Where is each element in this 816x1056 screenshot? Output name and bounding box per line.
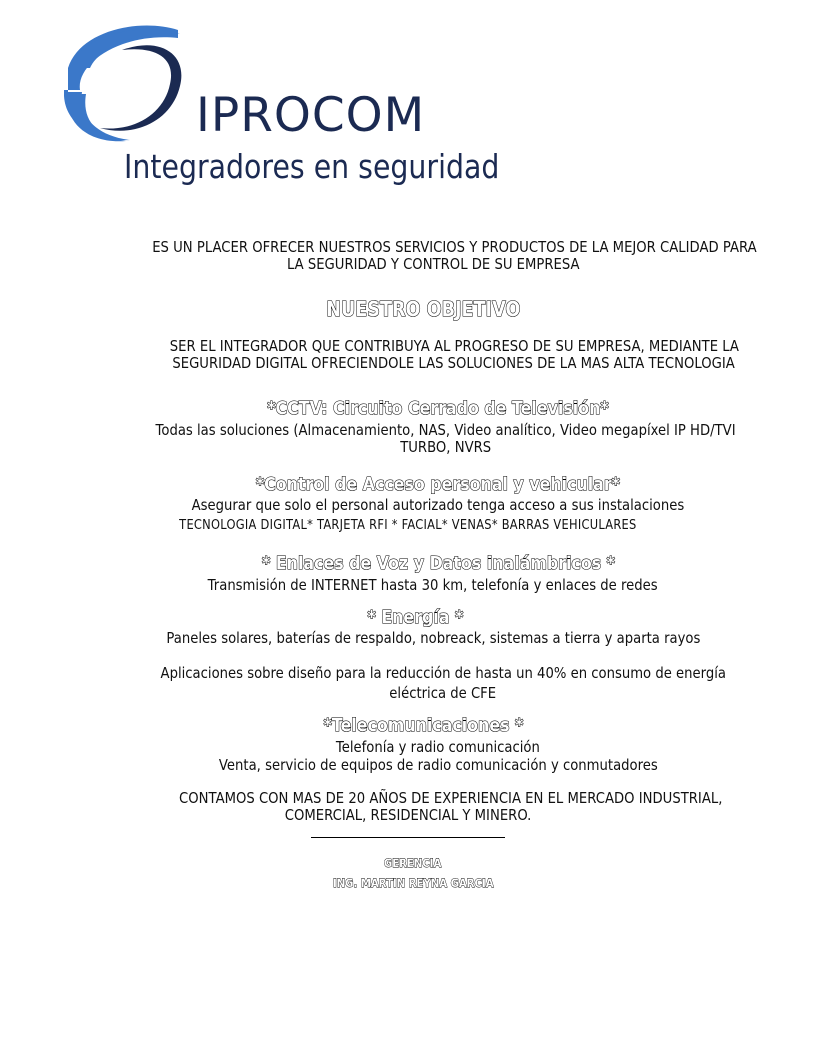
objective-line-2: SEGURIDAD DIGITAL OFRECIENDOLE LAS SOLUCIONES DE LA MAS ALTA TECNOLOGIA bbox=[172, 354, 736, 372]
objective-title: NUESTRO OBJETIVO bbox=[325, 297, 521, 321]
telecom-line-2: Venta, servicio de equipos de radio comunicación y conmutadores bbox=[218, 756, 658, 774]
energy-savings-paragraph bbox=[0, 663, 816, 703]
signature-block bbox=[0, 852, 816, 892]
access-control-technologies: TECNOLOGIA DIGITAL* TARJETA RFI * FACIAL* VENAS* BARRAS VEHICULARES bbox=[179, 518, 637, 533]
objective-paragraph bbox=[0, 338, 816, 372]
section-title-telecom: *Telecomunicaciones * bbox=[323, 715, 523, 736]
wireless-links-line-1: Transmisión de INTERNET hasta 30 km, telefonía y enlaces de redes bbox=[208, 576, 658, 594]
section-title-access-control: *Control de Acceso personal y vehicular* bbox=[255, 474, 621, 495]
section-title-wireless-links: * Enlaces de Voz y Datos inalámbricos * bbox=[261, 553, 615, 574]
telecom-line-1: Telefonía y radio comunicación bbox=[336, 738, 540, 756]
experience-paragraph bbox=[0, 790, 816, 824]
section-title-cctv: *CCTV: Circuito Cerrado de Televisión* bbox=[267, 398, 609, 419]
brand-tagline: Integradores en seguridad bbox=[124, 147, 500, 186]
cctv-line-2: TURBO, NVRS bbox=[400, 438, 492, 456]
energy-savings-line-1: Aplicaciones sobre diseño para la reducción de hasta un 40% en consumo de energía bbox=[160, 664, 726, 682]
intro-line-1: ES UN PLACER OFRECER NUESTROS SERVICIOS Y PRODUCTOS DE LA MEJOR CALIDAD PARA bbox=[151, 238, 757, 256]
section-body-cctv bbox=[0, 422, 816, 456]
intro-line-2: LA SEGURIDAD Y CONTROL DE SU EMPRESA bbox=[286, 255, 580, 273]
signature-role: GERENCIA bbox=[384, 856, 442, 870]
brand-name: IPROCOM bbox=[196, 88, 426, 143]
intro-paragraph bbox=[0, 239, 816, 273]
iprocom-logo-icon bbox=[60, 24, 190, 144]
energy-line-1: Paneles solares, baterías de respaldo, nobreack, sistemas a tierra y aparta rayos bbox=[166, 629, 700, 647]
objective-line-1: SER EL INTEGRADOR QUE CONTRIBUYA AL PROGRESO DE SU EMPRESA, MEDIANTE LA bbox=[169, 337, 739, 355]
energy-savings-line-2: eléctrica de CFE bbox=[389, 684, 497, 702]
experience-line-1: CONTAMOS CON MAS DE 20 AÑOS DE EXPERIENCIA EN EL MERCADO INDUSTRIAL, bbox=[179, 789, 723, 807]
section-title-energy: * Energía * bbox=[367, 607, 463, 628]
cctv-line-1: Todas las soluciones (Almacenamiento, NAS, Video analítico, Video megapíxel IP HD/TVI bbox=[155, 421, 737, 439]
experience-line-2: COMERCIAL, RESIDENCIAL Y MINERO. bbox=[284, 806, 532, 824]
section-body-telecom bbox=[0, 738, 816, 774]
signature-line bbox=[311, 837, 505, 838]
signature-name: ING. MARTIN REYNA GARCIA bbox=[332, 876, 494, 890]
access-control-line-1: Asegurar que solo el personal autorizado tenga acceso a sus instalaciones bbox=[191, 496, 685, 514]
